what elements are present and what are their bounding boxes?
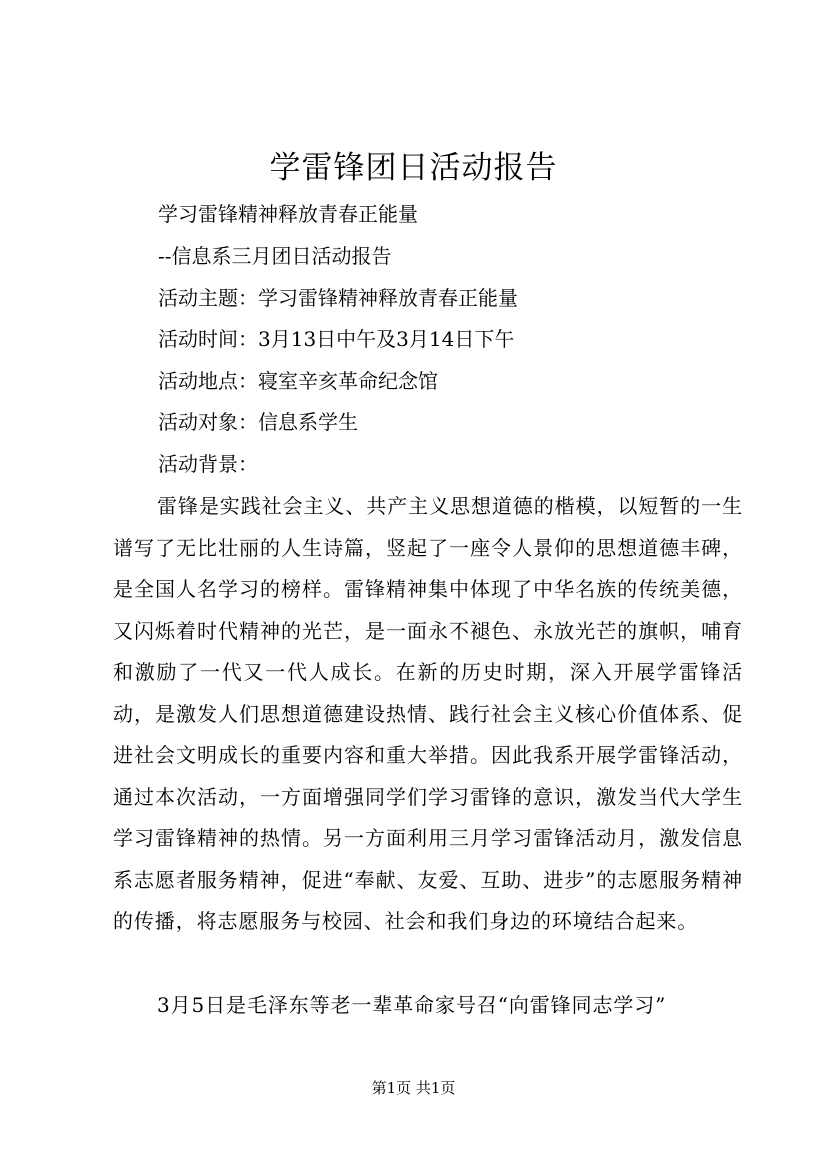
activity-time: 活动时间：3月13日中午及3月14日下午 [158, 327, 515, 351]
document-subtitle: 学习雷锋精神释放青春正能量 [158, 202, 418, 226]
activity-theme: 活动主题：学习雷锋精神释放青春正能量 [158, 286, 518, 310]
activity-place: 活动地点：寝室辛亥革命纪念馆 [158, 369, 438, 393]
activity-audience: 活动对象：信息系学生 [158, 410, 358, 434]
history-paragraph: 3月5日是毛泽东等老一辈革命家号召“向雷锋同志学习” [157, 993, 667, 1017]
page-footer: 第1页 共1页 [371, 1079, 456, 1097]
document-subtitle-secondary: --信息系三月团日活动报告 [158, 244, 392, 268]
background-paragraph: 雷锋是实践社会主义、共产主义思想道德的楷模，以短暂的一生谱写了无比壮丽的人生诗篇，竖起了一座令人景仰的思想道德丰碑，是全国人名学习的榜样。雷锋精神集中体现了中华名族的传统美德，又闪烁着时代精神的光芒，是一面永不褪色、永放光芒的旗帜，哺育和激励了一代又一代人成长。在新的历史时期，深入开展学雷锋活动，是激发人们思想道德建设热情、践行社会主义核心价值体系、促进社会文明成长的重要内容和重大举措。因此我系开展学雷锋活动，通过本次活动，一方面增强同学们学习雷锋的意识，激发当代大学生学习雷锋精神的热情。另一方面利用三月学习雷锋活动月，激发信息系志愿者服务精神，促进“奉献、友爱、互助、进步”的志愿服务精神的传播，将志愿服务与校园、社会和我们身边的环境结合起来。 [113, 494, 743, 933]
activity-background-label: 活动背景： [158, 452, 258, 476]
document-title: 学雷锋团日活动报告 [269, 150, 558, 186]
